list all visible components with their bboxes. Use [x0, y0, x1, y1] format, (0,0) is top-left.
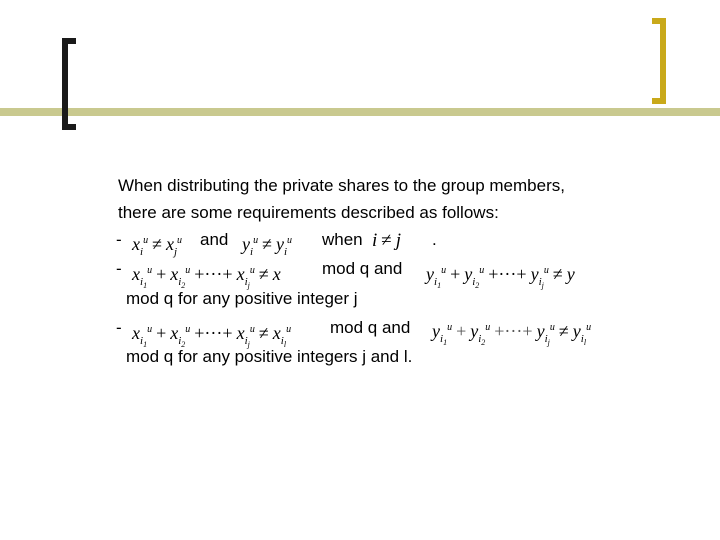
item1-formula-y: $y_i^u \ne y_i^u$: [242, 234, 293, 258]
item2-formula-x: $x_{i_1}^u + x_{i_2}^u$ +···+ $x_{i_j}^u \ne x$: [132, 264, 281, 290]
item3-tail: mod q for any positive integers j and l.: [126, 347, 413, 366]
item3-formula-x: $x_{i_1}^u + x_{i_2}^u$ +···+ $x_{i_j}^u \ne x_{i_l}^u$: [132, 323, 292, 349]
item1-period: .: [432, 230, 437, 249]
right-bracket-decoration: [652, 18, 666, 104]
header-accent-bar: [0, 108, 720, 116]
item2-mod-and: mod q and: [322, 259, 403, 278]
item1-and: and: [200, 230, 229, 249]
intro-line-1: When distributing the private shares to the group members,: [118, 176, 565, 195]
left-bracket-decoration: [62, 38, 76, 130]
item3-mod-and: mod q and: [330, 318, 411, 337]
item1-formula-x: $x_i^u \ne x_j^u$: [132, 234, 183, 258]
item1-condition: i ≠ j: [372, 230, 401, 251]
item3-formula-y: $y_{i_1}^u + y_{i_2}^u$ +···+ $y_{i_j}^u \ne y_{i_l}^u$: [432, 321, 592, 347]
item1-when: when: [322, 230, 363, 249]
item2-tail: mod q for any positive integer j: [126, 289, 358, 308]
item1-dash: -: [116, 230, 122, 249]
item3-dash: -: [116, 318, 122, 337]
item2-dash: -: [116, 259, 122, 278]
item2-formula-y: $y_{i_1}^u + y_{i_2}^u$ +···+ $y_{i_j}^u \ne y$: [426, 264, 575, 290]
intro-line-2: there are some requirements described as follows:: [118, 203, 499, 222]
